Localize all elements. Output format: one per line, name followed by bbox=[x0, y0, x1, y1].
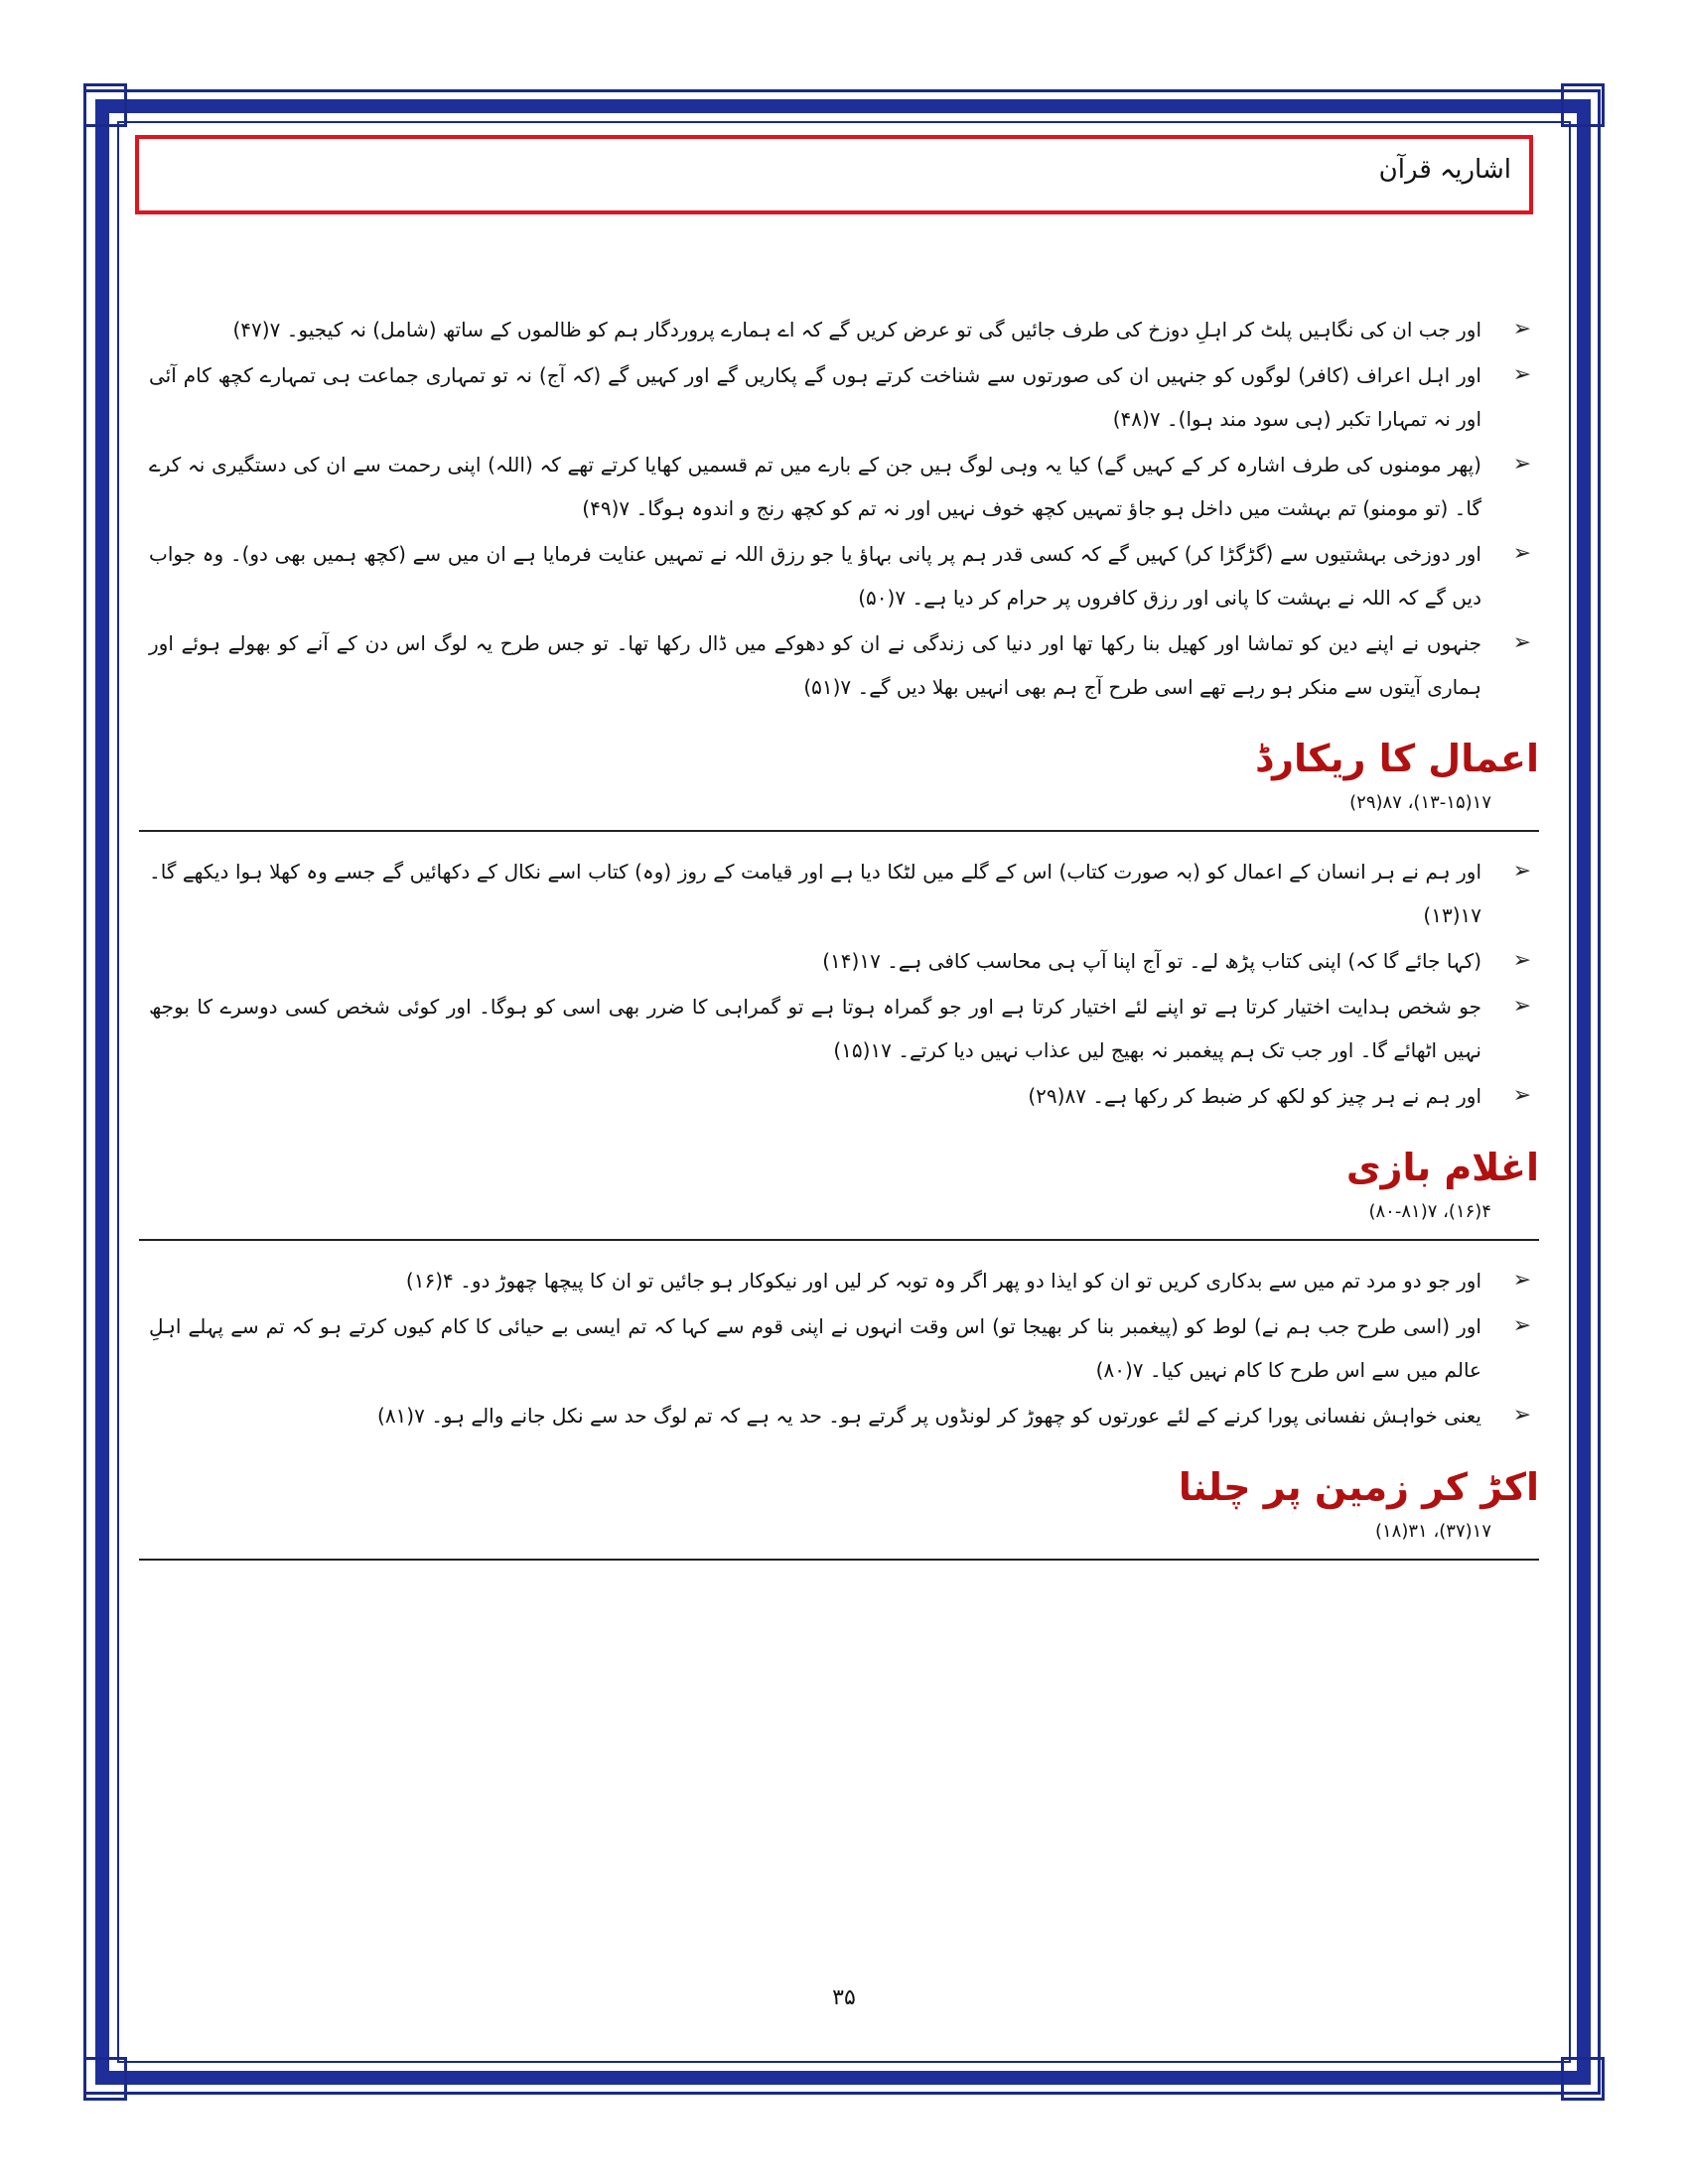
intro-list bbox=[149, 308, 1539, 709]
list-item-text: اور جو دو مرد تم میں سے بدکاری کریں تو ان کو ایذا دو پھر اگر وہ توبہ کر لیں اور نیکوکار ہو جائیں تو ان کا پیچھا چھوڑ دو۔ ۴(۱۶) bbox=[405, 1269, 1481, 1293]
section-references: ۱۷(۳۷)، ۳۱(۱۸) bbox=[1374, 1521, 1491, 1542]
list-item-text: یعنی خواہش نفسانی پورا کرنے کے لئے عورتوں کو چھوڑ کر لونڈوں پر گرتے ہو۔ حد یہ ہے کہ تم لوگ حد سے نکل جانے والے ہو۔ ۷(۸۱) bbox=[377, 1404, 1481, 1428]
list-item bbox=[149, 308, 1539, 351]
page-content bbox=[149, 308, 1539, 1578]
list-item bbox=[149, 939, 1539, 983]
list-item-text: جنہوں نے اپنے دین کو تماشا اور کھیل بنا رکھا تھا اور دنیا کی زندگی نے ان کو دھوکے میں ڈال رکھا تھا۔ تو جس طرح یہ لوگ اس دن کے آنے کو بھولے ہوئے اور ہماری آیتوں سے منکر ہو رہے تھے اسی طرح آج ہم بھی انہیں بھلا دیں گے۔ ۷(۵۱) bbox=[149, 631, 1481, 699]
list-item bbox=[149, 532, 1539, 619]
section-references: ۱۷(۱۳-۱۵)، ۸۷(۲۹) bbox=[1349, 792, 1491, 813]
section-heading: اکڑ کر زمین پر چلنا bbox=[1178, 1465, 1539, 1509]
arrow-bullet-icon: ➢ bbox=[1512, 1403, 1531, 1428]
page-number: ۳۵ bbox=[832, 1985, 856, 2010]
list-item-text: اور اہل اعراف (کافر) لوگوں کو جنہیں ان کی صورتوں سے شناخت کرتے ہوں گے پکاریں گے اور کہیں گے (کہ آج) نہ تو تمہاری جماعت ہی تمہارے کچھ کام آئی اور نہ تمہارا تکبر (ہی سود مند ہوا)۔ ۷(۴۸) bbox=[149, 363, 1481, 431]
arrow-bullet-icon: ➢ bbox=[1512, 452, 1531, 477]
list-item bbox=[149, 1304, 1539, 1392]
arrow-bullet-icon: ➢ bbox=[1512, 948, 1531, 973]
section bbox=[149, 1465, 1539, 1561]
header-title: اشاریہ قرآن bbox=[1378, 155, 1511, 185]
list-item bbox=[149, 985, 1539, 1072]
section-heading: اعمال کا ریکارڈ bbox=[1255, 737, 1539, 780]
arrow-bullet-icon: ➢ bbox=[1512, 1313, 1531, 1338]
list-item bbox=[149, 1074, 1539, 1118]
list-item-text: اور (اسی طرح جب ہم نے) لوط کو (پیغمبر بنا کر بھیجا تو) اس وقت انہوں نے اپنی قوم سے کہا کہ تم ایسی بے حیائی کا کام کیوں کرتے ہو کہ تم سے پہلے اہلِ عالم میں سے اس طرح کا کام نہیں کیا۔ ۷(۸۰) bbox=[149, 1314, 1481, 1382]
list-item-text: اور دوزخی بہشتیوں سے (گڑگڑا کر) کہیں گے کہ کسی قدر ہم پر پانی بہاؤ یا جو رزق اللہ نے تمہیں عنایت فرمایا ہے ان میں سے (کچھ ہمیں بھی دو)۔ وہ جواب دیں گے کہ اللہ نے بہشت کا پانی اور رزق کافروں پر حرام کر دیا ہے۔ ۷(۵۰) bbox=[149, 542, 1481, 610]
header-box bbox=[135, 135, 1533, 214]
list-item bbox=[149, 850, 1539, 937]
section bbox=[149, 737, 1539, 1118]
frame-corner bbox=[1561, 83, 1605, 127]
section-references: ۴(۱۶)، ۷(۸۰-۸۱) bbox=[1368, 1201, 1491, 1222]
divider bbox=[139, 1559, 1539, 1561]
list-item-text: اور ہم نے ہر چیز کو لکھ کر ضبط کر رکھا ہے۔ ۸۷(۲۹) bbox=[1028, 1084, 1481, 1108]
arrow-bullet-icon: ➢ bbox=[1512, 859, 1531, 884]
arrow-bullet-icon: ➢ bbox=[1512, 630, 1531, 655]
arrow-bullet-icon: ➢ bbox=[1512, 317, 1531, 341]
list-item-text: اور ہم نے ہر انسان کے اعمال کو (بہ صورت کتاب) اس کے گلے میں لٹکا دیا ہے اور قیامت کے روز (وہ) کتاب اسے نکال کے دکھائیں گے جسے وہ کھلا ہوا دیکھے گا۔ ۱۷(۱۳) bbox=[149, 860, 1481, 927]
list-item-text: (پھر مومنوں کی طرف اشارہ کر کے کہیں گے) کیا یہ وہی لوگ ہیں جن کے بارے میں تم قسمیں کھایا کرتے تھے کہ (اللہ) اپنی رحمت سے ان کی دستگیری نہ کرے گا۔ (تو مومنو) تم بہشت میں داخل ہو جاؤ تمہیں کچھ خوف نہیں اور نہ تم کو کچھ رنج و اندوہ ہوگا۔ ۷(۴۹) bbox=[149, 453, 1481, 520]
frame-corner bbox=[83, 83, 127, 127]
arrow-bullet-icon: ➢ bbox=[1512, 1268, 1531, 1293]
list-item-text: جو شخص ہدایت اختیار کرتا ہے تو اپنے لئے اختیار کرتا ہے اور جو گمراہ ہوتا ہے تو گمراہی کا ضرر بھی اسی کو ہوگا۔ اور کوئی شخص کسی دوسرے کا بوجھ نہیں اٹھائے گا۔ اور جب تک ہم پیغمبر نہ بھیج لیں عذاب نہیں دیا کرتے۔ ۱۷(۱۵) bbox=[149, 995, 1481, 1062]
section-heading: اغلام بازی bbox=[1345, 1146, 1539, 1189]
list-item-text: (کہا جائے گا کہ) اپنی کتاب پڑھ لے۔ تو آج اپنا آپ ہی محاسب کافی ہے۔ ۱۷(۱۴) bbox=[822, 949, 1481, 973]
divider bbox=[139, 830, 1539, 832]
frame-corner bbox=[1561, 2057, 1605, 2101]
list-item bbox=[149, 443, 1539, 530]
section bbox=[149, 1146, 1539, 1437]
divider bbox=[139, 1239, 1539, 1241]
arrow-bullet-icon: ➢ bbox=[1512, 1083, 1531, 1108]
arrow-bullet-icon: ➢ bbox=[1512, 994, 1531, 1019]
frame-corner bbox=[83, 2057, 127, 2101]
arrow-bullet-icon: ➢ bbox=[1512, 362, 1531, 387]
list-item bbox=[149, 621, 1539, 709]
list-item-text: اور جب ان کی نگاہیں پلٹ کر اہلِ دوزخ کی طرف جائیں گی تو عرض کریں گے کہ اے ہمارے پروردگار ہم کو ظالموں کے ساتھ (شامل) نہ کیجیو۔ ۷(۴۷) bbox=[232, 318, 1481, 341]
list-item bbox=[149, 1394, 1539, 1437]
sections bbox=[149, 737, 1539, 1561]
arrow-bullet-icon: ➢ bbox=[1512, 541, 1531, 566]
list-item bbox=[149, 353, 1539, 441]
list-item bbox=[149, 1259, 1539, 1302]
